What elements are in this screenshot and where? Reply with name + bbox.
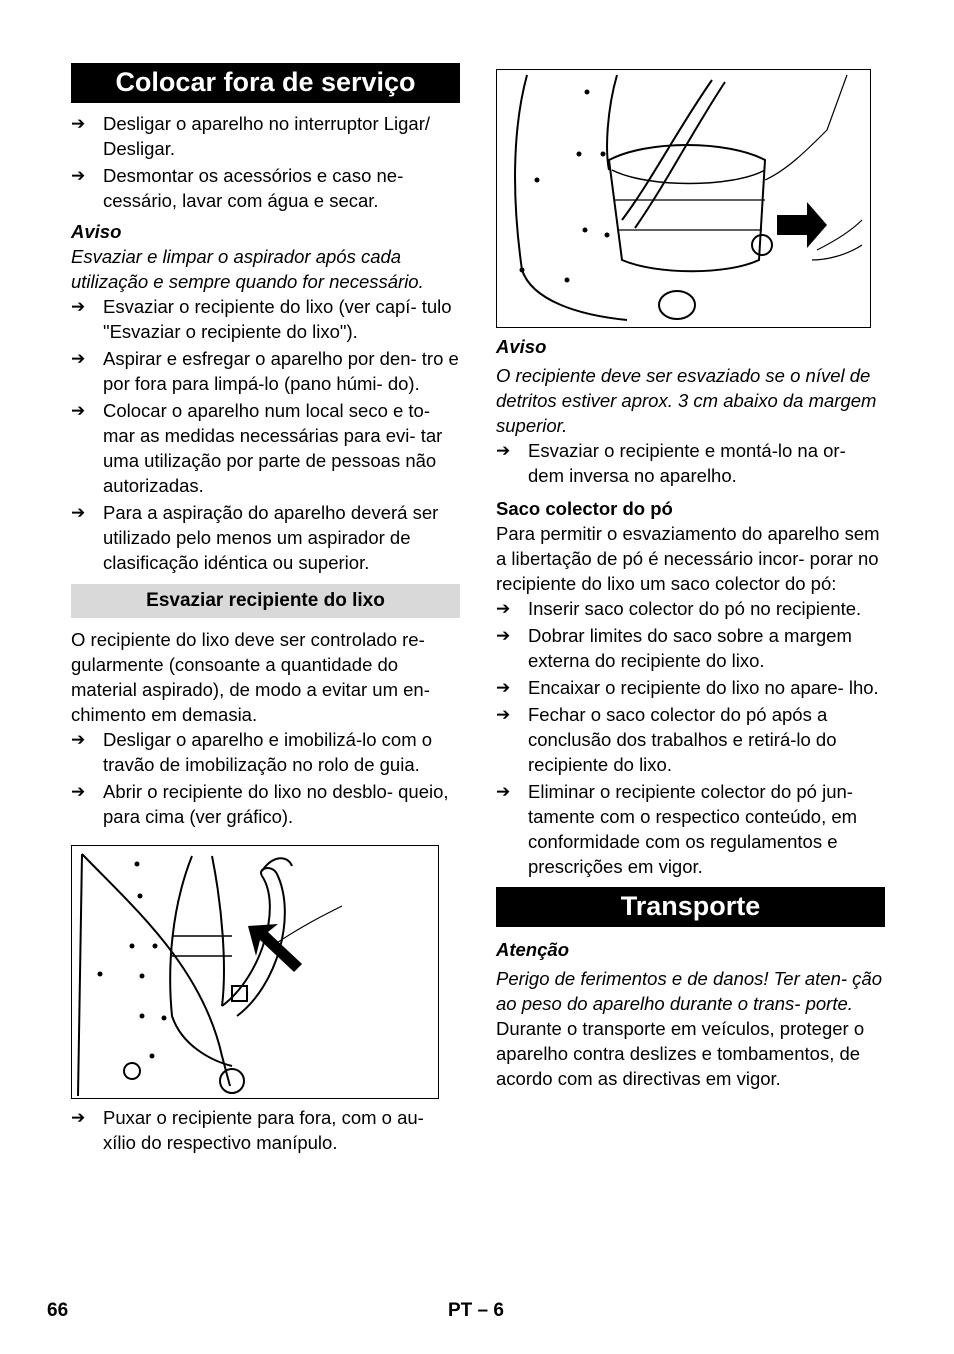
arrow-right-icon: ➔ <box>71 1108 86 1127</box>
section-title-decommission: Colocar fora de serviço <box>71 63 460 103</box>
arrow-right-icon: ➔ <box>496 599 511 618</box>
step-list-2 <box>71 294 460 575</box>
page-number: 66 <box>47 1300 69 1321</box>
arrow-right-icon: ➔ <box>71 730 86 749</box>
section-title-transport: Transporte <box>496 887 885 927</box>
arrow-right-icon: ➔ <box>496 705 511 724</box>
list-item: ➔ Puxar o recipiente para fora, com o au- xílio do respectivo manípulo. <box>71 1107 424 1153</box>
arrow-right-icon: ➔ <box>71 114 86 133</box>
list-item: ➔ Dobrar limites do saco sobre a margem externa do recipiente do lixo. <box>496 625 852 671</box>
list-item: ➔ Eliminar o recipiente colector do pó jun- tamente com o respectico conteúdo, em conformidade com os regulamentos e prescrições em vigor. <box>496 781 858 877</box>
figure-open-container <box>71 845 439 1099</box>
section-paragraph: Para permitir o esvaziamento do aparelho sem a libertação de pó é necessário incor- porar no recipiente do lixo um saco colector do pó: <box>496 523 880 594</box>
note-title: Aviso <box>496 336 547 357</box>
note-text: Esvaziar e limpar o aspirador após cada utilização e sempre quando for necessário. <box>71 246 424 292</box>
list-item: ➔ Aspirar e esfregar o aparelho por den- tro e por fora para limpá-lo (pano húmi- do). <box>71 348 459 394</box>
list-item: ➔ Desligar o aparelho no interruptor Ligar/ Desligar. <box>71 113 431 159</box>
step-list-5 <box>496 438 885 488</box>
list-item: ➔ Encaixar o recipiente do lixo no apare- lho. <box>496 677 879 698</box>
note-title: Atenção <box>496 939 569 960</box>
arrow-right-icon: ➔ <box>71 401 86 420</box>
arrow-right-icon: ➔ <box>496 782 511 801</box>
section-paragraph: O recipiente do lixo deve ser controlado re- gularmente (consoante a quantidade do material aspirado), de modo a evitar um en- chimento em demasia. <box>71 629 430 725</box>
list-item: ➔ Fechar o saco colector do pó após a conclusão dos trabalhos e retirá-lo do recipiente do lixo. <box>496 704 837 775</box>
list-item: ➔ Colocar o aparelho num local seco e to- mar as medidas necessárias para evi- tar uma utilização por parte de pessoas não autorizadas. <box>71 400 443 496</box>
list-item: ➔ Para a aspiração do aparelho deverá ser utilizado pelo menos um aspirador de clasificação idéntica ou superior. <box>71 502 439 573</box>
step-list-3 <box>71 727 460 829</box>
section-paragraph: Durante o transporte em veículos, proteger o aparelho contra deslizes e tombamentos, de acordo com as directivas em vigor. <box>496 1018 865 1089</box>
illustration-pull-container <box>497 70 870 327</box>
list-item: ➔ Desligar o aparelho e imobilizá-lo com o travão de imobilização no rolo de guia. <box>71 729 433 775</box>
arrow-right-icon: ➔ <box>71 297 86 316</box>
step-list-6 <box>496 596 885 879</box>
right-column <box>496 69 885 1091</box>
illustration-open-container <box>72 846 438 1098</box>
left-column <box>71 63 460 1155</box>
note-text: Perigo de ferimentos e de danos! Ter aten- ção ao peso do aparelho durante o trans- porte. <box>496 968 882 1014</box>
arrow-right-icon: ➔ <box>71 166 86 185</box>
step-list-4 <box>71 1105 460 1155</box>
subsection-title-dust-bag: Saco colector do pó <box>496 498 673 519</box>
arrow-right-icon: ➔ <box>71 349 86 368</box>
arrow-right-icon: ➔ <box>496 626 511 645</box>
arrow-right-icon: ➔ <box>496 441 511 460</box>
list-item: ➔ Abrir o recipiente do lixo no desblo- queio, para cima (ver gráfico). <box>71 781 449 827</box>
arrow-right-icon: ➔ <box>496 678 511 697</box>
note-text: O recipiente deve ser esvaziado se o nível de detritos estiver aprox. 3 cm abaixo da margem superior. <box>496 365 877 436</box>
language-page-label: PT – 6 <box>448 1300 504 1321</box>
step-list-1 <box>71 111 460 213</box>
arrow-right-icon: ➔ <box>71 503 86 522</box>
arrow-right-icon: ➔ <box>71 782 86 801</box>
figure-pull-container <box>496 69 871 328</box>
list-item: ➔ Esvaziar o recipiente do lixo (ver capí- tulo "Esvaziar o recipiente do lixo"). <box>71 296 452 342</box>
list-item: ➔ Esvaziar o recipiente e montá-lo na or- dem inversa no aparelho. <box>496 440 846 486</box>
note-title: Aviso <box>71 221 122 242</box>
section-title-empty-container: Esvaziar recipiente do lixo <box>71 584 460 618</box>
list-item: ➔ Inserir saco colector do pó no recipiente. <box>496 598 862 619</box>
list-item: ➔ Desmontar os acessórios e caso ne- cessário, lavar com água e secar. <box>71 165 404 211</box>
